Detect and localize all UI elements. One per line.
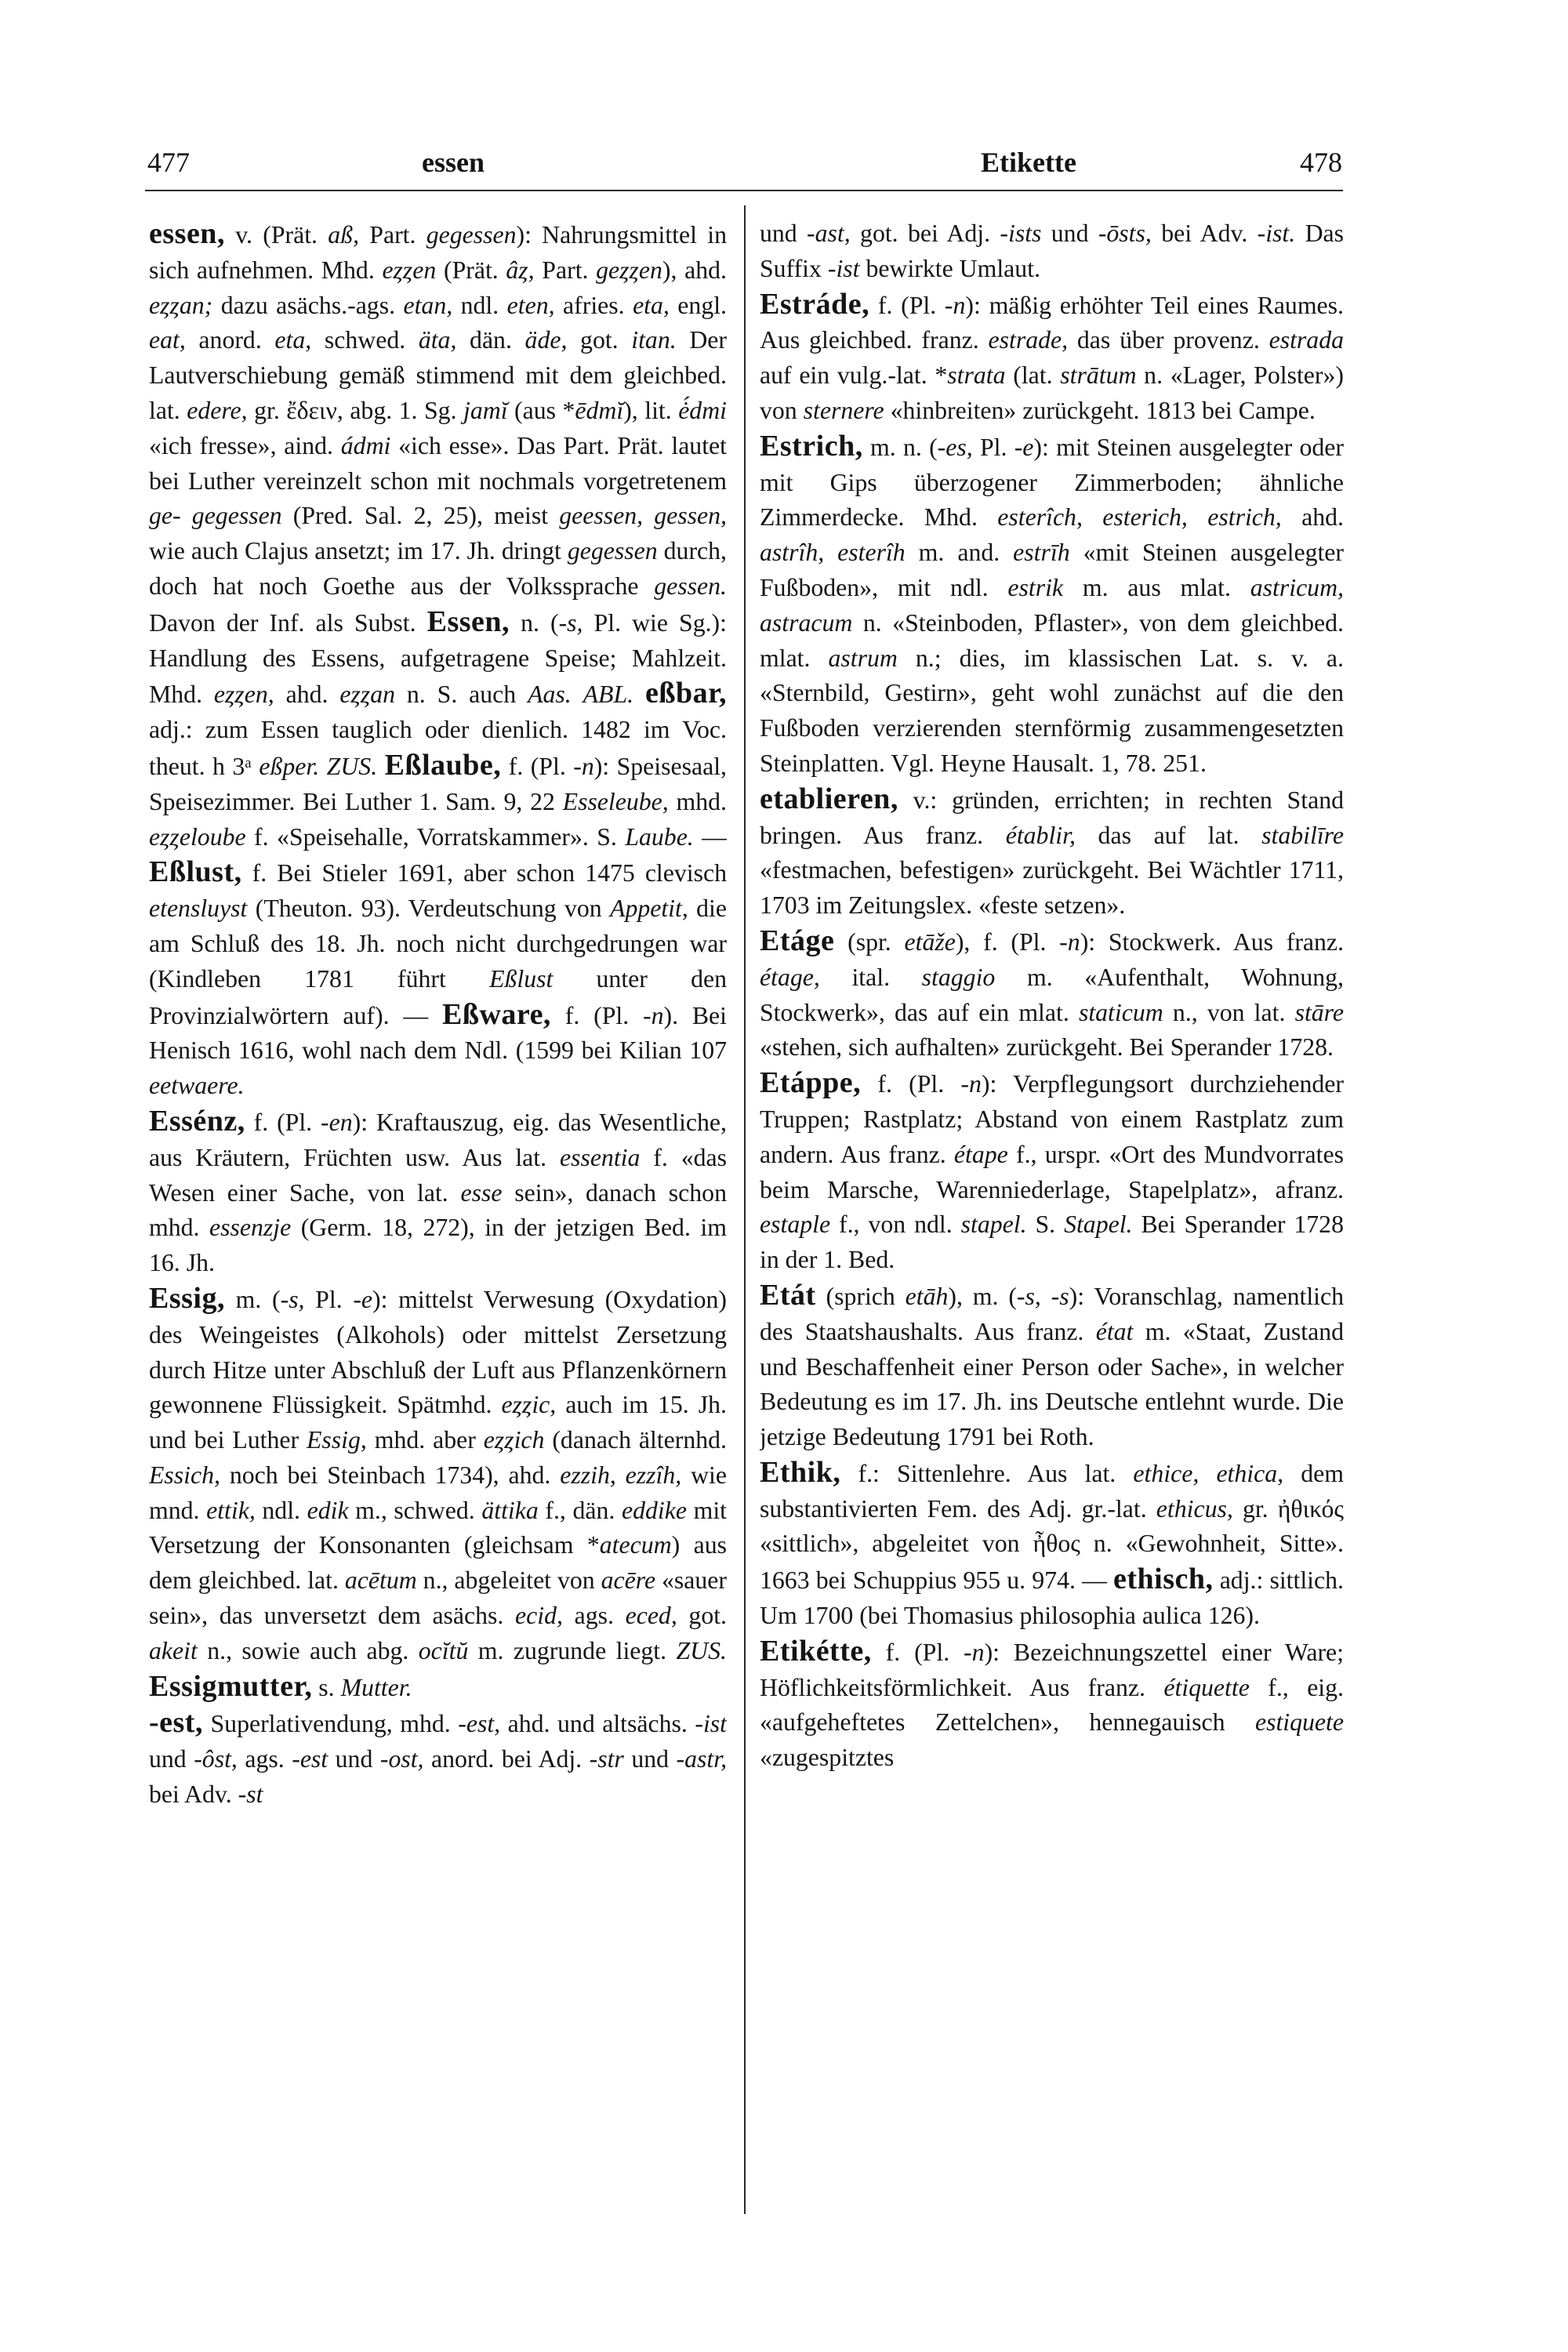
entry-text: f. (Pl. - xyxy=(861,1070,969,1098)
entry-text: ags. xyxy=(562,1602,626,1630)
entry-text: «festmachen, befestigen» zurückgeht. Bei Wächtler 1711, 1703 im Zeitungslex. «feste setzen». xyxy=(760,856,1344,920)
cited-form: edere, xyxy=(187,396,248,424)
entry-text: noch bei Steinbach 1734), ahd. xyxy=(220,1461,561,1489)
entry-text: (Pred. Sal. 2, 25), meist xyxy=(281,502,560,530)
entry-text: got. bei Adj. - xyxy=(850,220,1008,247)
headword: Eßlust, xyxy=(149,855,242,889)
entry-text: n. «Lager, Polster») von xyxy=(760,361,1344,424)
headword: Estrich, xyxy=(760,429,863,463)
entry-text: auf ein vulg.-lat. * xyxy=(760,361,948,390)
entry-text: (sprich xyxy=(815,1282,906,1310)
cited-form: astr, xyxy=(684,1745,727,1773)
entry-text: Pl. - xyxy=(972,433,1023,461)
cited-form: eȥȥan; xyxy=(149,291,213,319)
entry-text: ), ahd. xyxy=(662,256,727,284)
headword: -est, xyxy=(149,1706,203,1740)
headword: Eßware, xyxy=(441,997,551,1031)
entry-text: ): Speisesaal, Speisezimmer. Bei Luther 1. Sam. 9, 22 xyxy=(149,752,727,815)
entry-text: die am Schluß des 18. Jh. noch nicht durchgedrungen war (Kindleben 1781 führt xyxy=(149,895,727,993)
cited-form: âȥ, xyxy=(506,256,535,284)
cited-form: eta, xyxy=(633,291,670,319)
entry-text xyxy=(572,681,583,708)
cited-form: n xyxy=(953,291,966,319)
cited-form: jamĭ xyxy=(463,396,508,424)
entry-text: n., sowie auch abg. xyxy=(197,1636,419,1664)
entry-text: got. xyxy=(567,326,632,354)
entry-text: und - xyxy=(149,1745,202,1773)
entry-text: m. n. (- xyxy=(862,433,946,461)
cited-form: stāre xyxy=(1294,998,1344,1026)
entry-text: n.; dies, im klassischen Lat. s. v. a. «Sternbild, Gestirn», geht wohl zunächst auf die den Fußboden verzierenden sternförmig zusammengesetzten Steinplatten. Vgl. Heyne Hausalt. 1, 78. 251. xyxy=(760,644,1344,777)
entry-text: das auf lat. xyxy=(1075,821,1262,849)
headword: eßbar, xyxy=(644,677,727,710)
entry-text: (danach älternhd. xyxy=(544,1426,727,1454)
cited-form: n xyxy=(581,752,594,780)
entry-text: v.: gründen, errichten; in rechten Stand bringen. Aus franz. xyxy=(760,786,1344,849)
headword: Etáge xyxy=(760,924,835,957)
cited-form: étiquette xyxy=(1163,1673,1250,1701)
cited-form: etensluyst xyxy=(149,895,248,923)
cited-form: acētum xyxy=(344,1566,417,1595)
cited-form: itan. xyxy=(631,326,677,354)
entry-text: «sauer sein», das unversetzt dem asächs. xyxy=(149,1566,727,1630)
entry-text: ): Verpflegungsort durchziehender Truppen; Rastplatz; Abstand von einem Rastplatz zum andern. Aus franz. xyxy=(760,1070,1344,1168)
headword: Ethik, xyxy=(760,1455,841,1489)
headword: Essénz, xyxy=(149,1104,245,1138)
entry-text: mit Versetzung der Konsonanten (gleichsam * xyxy=(149,1496,727,1559)
entry-text: m. «Aufenthalt, Wohnung, Stockwerk», das auf ein mlat. xyxy=(760,963,1344,1026)
headword: Etáppe, xyxy=(760,1066,862,1100)
cited-form: estrīh xyxy=(1013,539,1070,567)
cited-form: eat, xyxy=(149,326,186,354)
cited-form: s xyxy=(1059,1282,1069,1310)
cited-form: ēdmĭ xyxy=(575,396,624,424)
entry-text: f. «Speisehalle, Vorratskammer». S. xyxy=(245,822,626,851)
entry-text: Davon der Inf. als Subst. xyxy=(149,608,427,637)
entry-text: Pl. - xyxy=(304,1285,361,1313)
entry-text: adj.: zum Essen tauglich oder dienlich. 1482 im Voc. theut. h 3ᵃ xyxy=(149,716,727,780)
entry-text: Part. xyxy=(534,256,597,284)
cited-form: staticum xyxy=(1078,998,1163,1026)
entry-text: Superlativendung, mhd. - xyxy=(202,1710,466,1738)
cited-form: ättika xyxy=(481,1496,539,1524)
cited-form: acēre xyxy=(601,1566,656,1595)
page-number-right: 478 xyxy=(1300,147,1342,178)
cited-form: edik xyxy=(307,1496,349,1524)
entry-text: «hinbreiten» zurückgeht. 1813 bei Campe. xyxy=(884,396,1316,424)
entry-text: (Prät. xyxy=(436,256,506,284)
left-column xyxy=(149,216,727,2217)
entry-text: ), m. (- xyxy=(948,1282,1025,1310)
cited-form: es, xyxy=(946,433,973,461)
cited-form: ist. xyxy=(1265,220,1296,247)
cited-form: stapel. xyxy=(960,1210,1027,1239)
entry-text: - xyxy=(1040,1282,1060,1310)
entry-text: n. (- xyxy=(510,608,568,637)
cited-form: etāže xyxy=(904,927,956,956)
cited-form: estiquete xyxy=(1254,1708,1344,1737)
entry-text: ), lit. xyxy=(623,396,679,424)
cited-form: est xyxy=(299,1745,328,1773)
entry-text: ): Nahrungsmittel in sich aufnehmen. Mhd. xyxy=(149,221,727,284)
entry-text: dem substantivierten Fem. des Adj. gr.-lat. xyxy=(760,1459,1344,1523)
dictionary-entry xyxy=(760,1065,1344,1278)
cited-form: n xyxy=(971,1638,985,1666)
entry-text: wie auch Clajus ansetzt; im 17. Jh. dringt xyxy=(149,537,568,565)
right-column xyxy=(760,216,1344,2217)
entry-text: got. xyxy=(677,1602,727,1630)
entry-text: ): Kraftauszug, eig. das Wesentliche, aus Kräutern, Früchten usw. Aus lat. xyxy=(149,1108,727,1171)
entry-text: S. xyxy=(1026,1210,1065,1239)
cited-form: Aas. xyxy=(528,681,572,709)
dictionary-entry xyxy=(149,1705,727,1812)
cited-form: estaple xyxy=(760,1210,831,1239)
entry-text: sein», danach schon mhd. xyxy=(149,1178,727,1242)
dictionary-entry xyxy=(760,429,1344,782)
dictionary-entry xyxy=(760,1455,1344,1634)
cited-form: eȥȥan xyxy=(339,681,396,709)
cited-form: gessen. xyxy=(654,572,727,600)
headword: Eßlaube, xyxy=(384,748,502,782)
cited-form: ezzih, ezzîh, xyxy=(560,1461,682,1489)
cited-form: ZUS. xyxy=(326,752,378,780)
headword: etablieren, xyxy=(760,782,898,815)
cited-form: ast, xyxy=(815,220,851,247)
cited-form: gegessen xyxy=(567,537,658,565)
entry-text: v. (Prät. xyxy=(224,221,328,249)
headword: Essen, xyxy=(426,604,510,638)
entry-text: und - xyxy=(328,1745,389,1773)
entry-text: f. (Pl. - xyxy=(550,1001,652,1029)
cited-form: état xyxy=(1095,1317,1134,1345)
entry-text: «zugespitztes xyxy=(760,1744,895,1772)
cited-form: astrum xyxy=(828,644,898,672)
entry-text: f. (Pl. - xyxy=(245,1108,329,1136)
entry-text: und - xyxy=(760,220,815,247)
entry-text: unter den Provinzialwörtern auf). — xyxy=(149,964,727,1029)
entry-text: Pl. wie Sg.): Handlung des Essens, aufgetragene Speise; Mahlzeit. Mhd. xyxy=(149,608,727,709)
cited-form: strātum xyxy=(1060,361,1137,390)
cited-form: ádmi xyxy=(340,431,391,459)
cited-form: Laube. xyxy=(625,822,694,851)
running-header xyxy=(147,146,1342,185)
cited-form: str xyxy=(597,1745,624,1773)
cited-form: ist xyxy=(836,254,860,282)
headword: ethisch, xyxy=(1113,1563,1214,1596)
entry-text: durch, doch hat noch Goethe aus der Volkssprache xyxy=(149,537,727,600)
guide-word-right: Etikette xyxy=(981,147,1076,178)
entry-text: engl. xyxy=(669,291,727,319)
entry-text: f., eig. «aufgeheftetes Zettelchen», hennegauisch xyxy=(760,1673,1344,1737)
entry-text: m., schwed. xyxy=(348,1496,482,1524)
entry-text: f., von ndl. xyxy=(830,1210,961,1239)
entry-text: ital. xyxy=(819,963,922,991)
cited-form: e xyxy=(361,1285,373,1313)
cited-form: essentia xyxy=(559,1143,641,1171)
entry-text: (spr. xyxy=(834,927,905,956)
entry-text: m. aus mlat. xyxy=(1063,573,1250,601)
headword: Etát xyxy=(760,1278,816,1312)
cited-form: eßper. xyxy=(259,752,320,780)
cited-form: Essig, xyxy=(306,1426,367,1454)
cited-form: Eßlust xyxy=(489,964,554,993)
cited-form: estrik xyxy=(1007,573,1064,601)
cited-form: estrade, xyxy=(988,326,1069,354)
headword: Essigmutter, xyxy=(149,1669,313,1703)
dictionary-entry xyxy=(760,782,1344,924)
cited-form: esterîch, esterich, estrich, xyxy=(997,503,1282,532)
entry-text: auch im 15. Jh. und bei Luther xyxy=(149,1391,727,1454)
entry-text: m. and. xyxy=(905,539,1014,567)
headword: Essig, xyxy=(149,1281,225,1315)
cited-form: esse xyxy=(460,1178,503,1207)
cited-form: établir, xyxy=(1005,821,1076,849)
cited-form: essenzje xyxy=(209,1214,292,1242)
cited-form: est, xyxy=(466,1710,501,1738)
entry-text: n. «Steinboden, Pflaster», von dem gleichbed. mlat. xyxy=(760,608,1344,672)
entry-text: Part. xyxy=(359,221,426,249)
cited-form: geȥȥen xyxy=(596,256,662,284)
cited-form: ZUS. xyxy=(676,1636,727,1664)
entry-text: (aus * xyxy=(507,396,575,424)
entry-text: ahd. und altsächs. - xyxy=(500,1710,703,1738)
entry-text: Das Suffix - xyxy=(760,220,1344,282)
entry-text: n., von lat. xyxy=(1163,998,1295,1026)
cited-form: n xyxy=(968,1070,982,1098)
entry-text: ): mit Steinen ausgelegter oder mit Gips überzogener Zimmerboden; ähnliche Zimmerdecke. Mhd. xyxy=(760,433,1344,532)
entry-text: gr. ἠθικός «sittlich», abgeleitet von ἦθος n. «Gewohnheit, Sitte». 1663 bei Schuppius 955 u. 974. — xyxy=(760,1494,1344,1595)
cited-form: astricum, astracum xyxy=(760,573,1344,637)
cited-form: ost, xyxy=(388,1745,424,1773)
entry-text: f., dän. xyxy=(538,1496,622,1524)
entry-text: bewirkte Umlaut. xyxy=(859,254,1040,282)
cited-form: estrada xyxy=(1269,326,1344,354)
entry-text: das über provenz. xyxy=(1068,326,1269,354)
entry-text: — xyxy=(693,822,727,851)
entry-text: ). Bei Henisch 1616, wohl nach dem Ndl. (1599 bei Kilian 107 xyxy=(149,1001,727,1065)
entry-text: ): mäßig erhöhter Teil eines Raumes. Aus gleichbed. franz. xyxy=(760,291,1344,354)
entry-text: ahd. xyxy=(1281,503,1344,532)
entry-text: ): Stockwerk. Aus franz. xyxy=(1080,927,1344,956)
cited-form: s, xyxy=(289,1285,305,1313)
entry-text: f. (Pl. - xyxy=(869,291,953,319)
dictionary-entry xyxy=(760,1278,1344,1455)
entry-text: f. (Pl. - xyxy=(871,1638,972,1666)
entry-text: und - xyxy=(623,1745,685,1773)
cited-form: s, xyxy=(1025,1282,1041,1310)
entry-text xyxy=(319,753,326,780)
entry-text: gr. ἔδειν, abg. 1. Sg. xyxy=(247,396,464,424)
cited-form: Stapel. xyxy=(1064,1210,1133,1239)
entry-text: ndl. xyxy=(255,1496,307,1524)
cited-form: gegessen xyxy=(426,221,517,249)
entry-text: «ich esse». Das Part. Prät. lautet bei Luther vereinzelt schon mit nochmals vorgetretenem xyxy=(149,431,727,495)
header-rule xyxy=(145,190,1343,191)
cited-form: ė́dmi xyxy=(678,396,727,424)
entry-text: adj.: sittlich. Um 1700 (bei Thomasius philosophia aulica 126). xyxy=(760,1566,1344,1630)
entry-text: dän. xyxy=(456,326,525,354)
cited-form: ocĭtŭ xyxy=(418,1636,469,1664)
cited-form: Appetit, xyxy=(610,895,688,923)
headword: essen, xyxy=(149,217,225,250)
cited-form: eta, xyxy=(274,326,312,354)
cited-form: n xyxy=(1067,927,1080,956)
entry-text: ) aus dem gleichbed. lat. xyxy=(149,1531,727,1595)
headword: Estráde, xyxy=(760,287,870,321)
cited-form: strata xyxy=(947,361,1006,390)
cited-form: atecum xyxy=(599,1531,672,1559)
cited-form: akeit xyxy=(149,1636,198,1664)
dictionary-entry xyxy=(760,216,1344,287)
cited-form: ettik, xyxy=(206,1496,256,1524)
entry-text: m. (- xyxy=(224,1285,289,1313)
cited-form: äde, xyxy=(524,326,568,354)
entry-text: m. zugrunde liegt. xyxy=(468,1636,677,1664)
guide-word-left: essen xyxy=(422,147,485,178)
cited-form: s, xyxy=(567,608,583,637)
cited-form: étage, xyxy=(760,963,820,991)
cited-form: ABL. xyxy=(583,681,634,709)
entry-text: f. «das Wesen einer Sache, von lat. xyxy=(149,1143,727,1207)
cited-form: geessen, gessen, xyxy=(559,502,727,530)
cited-form: eȥȥich xyxy=(483,1426,545,1454)
cited-form: aß, xyxy=(328,221,360,249)
entry-text: Der Lautverschiebung gemäß stimmend mit dem gleichbed. lat. xyxy=(149,326,727,424)
cited-form: étape xyxy=(953,1140,1008,1168)
cited-form: ethice, ethica, xyxy=(1133,1459,1284,1487)
entry-text: «mit Steinen ausgelegter Fußboden», mit ndl. xyxy=(760,539,1344,601)
entry-text: ags. - xyxy=(237,1745,300,1773)
cited-form: Esseleube, xyxy=(562,787,669,815)
entry-text: n., abgeleitet von xyxy=(416,1566,601,1595)
entry-text: s. xyxy=(312,1673,341,1701)
cited-form: ōsts, xyxy=(1106,220,1152,247)
entry-text: anord. bei Adj. - xyxy=(423,1745,598,1773)
dictionary-entry xyxy=(149,1104,727,1281)
entry-text: f.: Sittenlehre. Aus lat. xyxy=(840,1459,1134,1487)
column-divider xyxy=(744,205,746,2214)
cited-form: eddike xyxy=(621,1496,687,1524)
entry-text: ): Voranschlag, namentlich des Staatshaushalts. Aus franz. xyxy=(760,1282,1344,1345)
cited-form: etan, xyxy=(403,291,453,319)
entry-text: ), f. (Pl. - xyxy=(955,927,1068,956)
cited-form: astrîh, esterîh xyxy=(760,539,906,567)
cited-form: st xyxy=(246,1780,263,1809)
cited-form: ethicus, xyxy=(1156,1494,1233,1523)
entry-text: f., urspr. «Ort des Mundvorrates beim Marsche, Warenniederlage, Stapelplatz», afranz. xyxy=(760,1140,1344,1203)
entry-text: f. (Pl. - xyxy=(501,752,582,780)
cited-form: eȥȥic, xyxy=(501,1391,557,1419)
entry-text: n. S. auch xyxy=(395,681,528,709)
entry-text: «ich fresse», aind. xyxy=(149,431,341,459)
entry-text: f. Bei Stieler 1691, aber schon 1475 clevisch xyxy=(241,859,727,887)
entry-text: ndl. xyxy=(452,291,507,319)
entry-text: mhd. aber xyxy=(366,1426,484,1454)
entry-text: anord. xyxy=(185,326,275,354)
cited-form: staggio xyxy=(921,963,996,991)
cited-form: ecid, xyxy=(515,1602,563,1630)
cited-form: eȥȥeloube xyxy=(149,822,246,851)
entry-text: wie mnd. xyxy=(149,1461,727,1524)
entry-text xyxy=(377,753,384,780)
entry-text: «stehen, sich aufhalten» zurückgeht. Bei Sperander 1728. xyxy=(760,1033,1334,1062)
headword: Etikétte, xyxy=(760,1634,872,1668)
dictionary-entry xyxy=(760,287,1344,429)
cited-form: ge- gegessen xyxy=(149,502,282,530)
entry-text: ahd. xyxy=(274,681,340,709)
entry-text: schwed. xyxy=(311,326,419,354)
entry-text: dazu asächs.-ags. xyxy=(212,291,404,319)
entry-text: (Germ. 18, 272), in der jetzigen Bed. im 16. Jh. xyxy=(149,1214,727,1277)
entry-text: bei Adv. - xyxy=(1151,220,1266,247)
cited-form: n xyxy=(651,1001,664,1029)
cited-form: eetwaere. xyxy=(149,1072,245,1100)
cited-form: sternere xyxy=(803,396,884,424)
cited-form: eced, xyxy=(625,1602,677,1630)
entry-text: ): mittelst Verwesung (Oxydation) des Weingeistes (Alkohols) oder mittelst Zersetzung durch Hitze unter Abschluß der Luft aus Pflanzenkörnern gewonnene Flüssigkeit. Spätmhd. xyxy=(149,1285,727,1419)
entry-text: (lat. xyxy=(1005,361,1061,390)
dictionary-entry xyxy=(760,1634,1344,1776)
cited-form: Mutter. xyxy=(340,1673,412,1701)
entry-text: (Theuton. 93). Verdeutschung von xyxy=(247,895,611,923)
cited-form: eȥȥen xyxy=(382,256,437,284)
entry-text: afries. xyxy=(554,291,633,319)
cited-form: Essich, xyxy=(149,1461,220,1489)
cited-form: ists xyxy=(1008,220,1042,247)
entry-text: Bei Sperander 1728 in der 1. Bed. xyxy=(760,1210,1344,1274)
dictionary-entry xyxy=(760,924,1344,1065)
cited-form: äta, xyxy=(418,326,457,354)
cited-form: e xyxy=(1022,433,1034,461)
cited-form: stabilīre xyxy=(1261,821,1344,849)
dictionary-entry xyxy=(149,1281,727,1706)
entry-text: ): Bezeichnungszettel einer Ware; Höflichkeitsförmlichkeit. Aus franz. xyxy=(760,1638,1344,1701)
entry-text: mhd. xyxy=(668,787,727,815)
entry-text: bei Adv. - xyxy=(149,1780,247,1809)
cited-form: eȥȥen, xyxy=(213,681,274,709)
dictionary-entry xyxy=(149,216,727,1104)
cited-form: ist xyxy=(702,1710,727,1738)
cited-form: etāh xyxy=(905,1282,949,1310)
cited-form: ôst, xyxy=(201,1745,238,1773)
entry-text: m. «Staat, Zustand und Beschaffenheit einer Person oder Sache», in welcher Bedeutung es im 17. Jh. ins Deutsche entlehnt wurde. Die jetzige Bedeutung 1791 bei Roth. xyxy=(760,1317,1344,1451)
cited-form: en xyxy=(328,1108,353,1136)
entry-text: und - xyxy=(1041,220,1107,247)
entry-text xyxy=(633,681,645,708)
cited-form: eten, xyxy=(506,291,555,319)
page-number-left: 477 xyxy=(147,147,190,178)
